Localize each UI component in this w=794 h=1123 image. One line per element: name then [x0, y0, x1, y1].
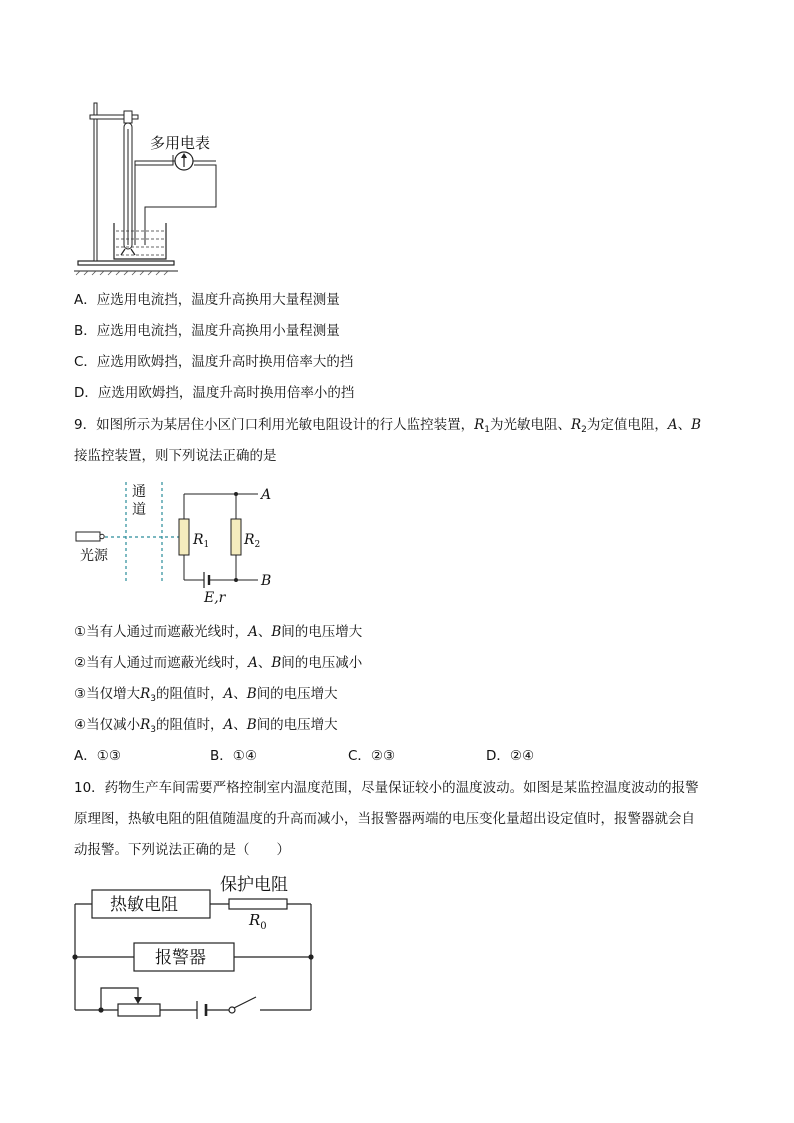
q10-stem-line2: 原理图，热敏电阻的阻值随温度的升高而减小，当报警器两端的电压变化量超出设定值时，报警器就会自	[74, 811, 695, 827]
resistor-r1	[179, 519, 189, 555]
svg-text:R1: $R_1$	[193, 532, 210, 550]
q9-stem-line2: 接监控装置，则下列说法正确的是	[74, 448, 277, 464]
q10-stem-line3: 动报警。下列说法正确的是（ ）	[74, 842, 290, 858]
terminal-b: B	[261, 573, 272, 589]
svg-text:R2: $R_2$	[244, 532, 261, 550]
q9-statement-2: ②当有人通过而遮蔽光线时，A、B间的电压减小	[74, 655, 363, 671]
alarm-label: 报警器	[155, 948, 206, 968]
q9-statement-1: ①当有人通过而遮蔽光线时，A、B间的电压增大	[74, 624, 363, 640]
terminal-a: A	[261, 487, 272, 503]
q8-option-c: C．应选用欧姆挡，温度升高时换用倍率大的挡	[74, 354, 354, 370]
figure-thermistor-setup	[70, 95, 230, 277]
figure-alarm-circuit	[66, 868, 322, 1020]
rheostat	[118, 1004, 160, 1016]
svg-text:R0: $R_0$	[249, 911, 267, 932]
q9-number: 9．	[74, 417, 97, 433]
q8-option-d: D．应选用欧姆挡，温度升高时换用倍率小的挡	[74, 385, 355, 401]
channel-label-top: 通	[132, 484, 146, 500]
figure-light-sensor-circuit	[72, 478, 282, 606]
resistor-r2	[231, 519, 241, 555]
light-source-label: 光源	[80, 548, 108, 564]
channel-label-bottom: 道	[132, 502, 146, 518]
q9-statement-3: ③当仅增大$R_3$的阻值时，A、B间的电压增大	[74, 686, 338, 704]
meter-label: 多用电表	[150, 134, 211, 152]
q8-option-b: B．应选用电流挡，温度升高换用小量程测量	[74, 323, 340, 339]
thermistor-label: 热敏电阻	[110, 895, 178, 915]
q9-choice-d: D．②④	[486, 748, 535, 764]
q9-stem-line1: 9．如图所示为某居住小区门口利用光敏电阻设计的行人监控装置，$R_1$为光敏电阻、$R_2$为定值电阻，A、B	[74, 417, 702, 435]
q10-stem-line1: 10．药物生产车间需要严格控制室内温度范围，尽量保证较小的温度波动。如图是某监控温度波动的报警	[74, 780, 699, 796]
q9-choice-c: C．②③	[348, 748, 396, 764]
protect-resistor	[229, 899, 287, 909]
battery-label: E,r	[204, 590, 226, 606]
protect-resistor-label: 保护电阻	[220, 875, 288, 895]
q9-choice-a: A．①③	[74, 748, 121, 764]
q9-choice-b: B．①④	[210, 748, 257, 764]
q9-statement-4: ④当仅减小$R_3$的阻值时，A、B间的电压增大	[74, 717, 338, 735]
q8-option-a: A．应选用电流挡，温度升高换用大量程测量	[74, 292, 340, 308]
